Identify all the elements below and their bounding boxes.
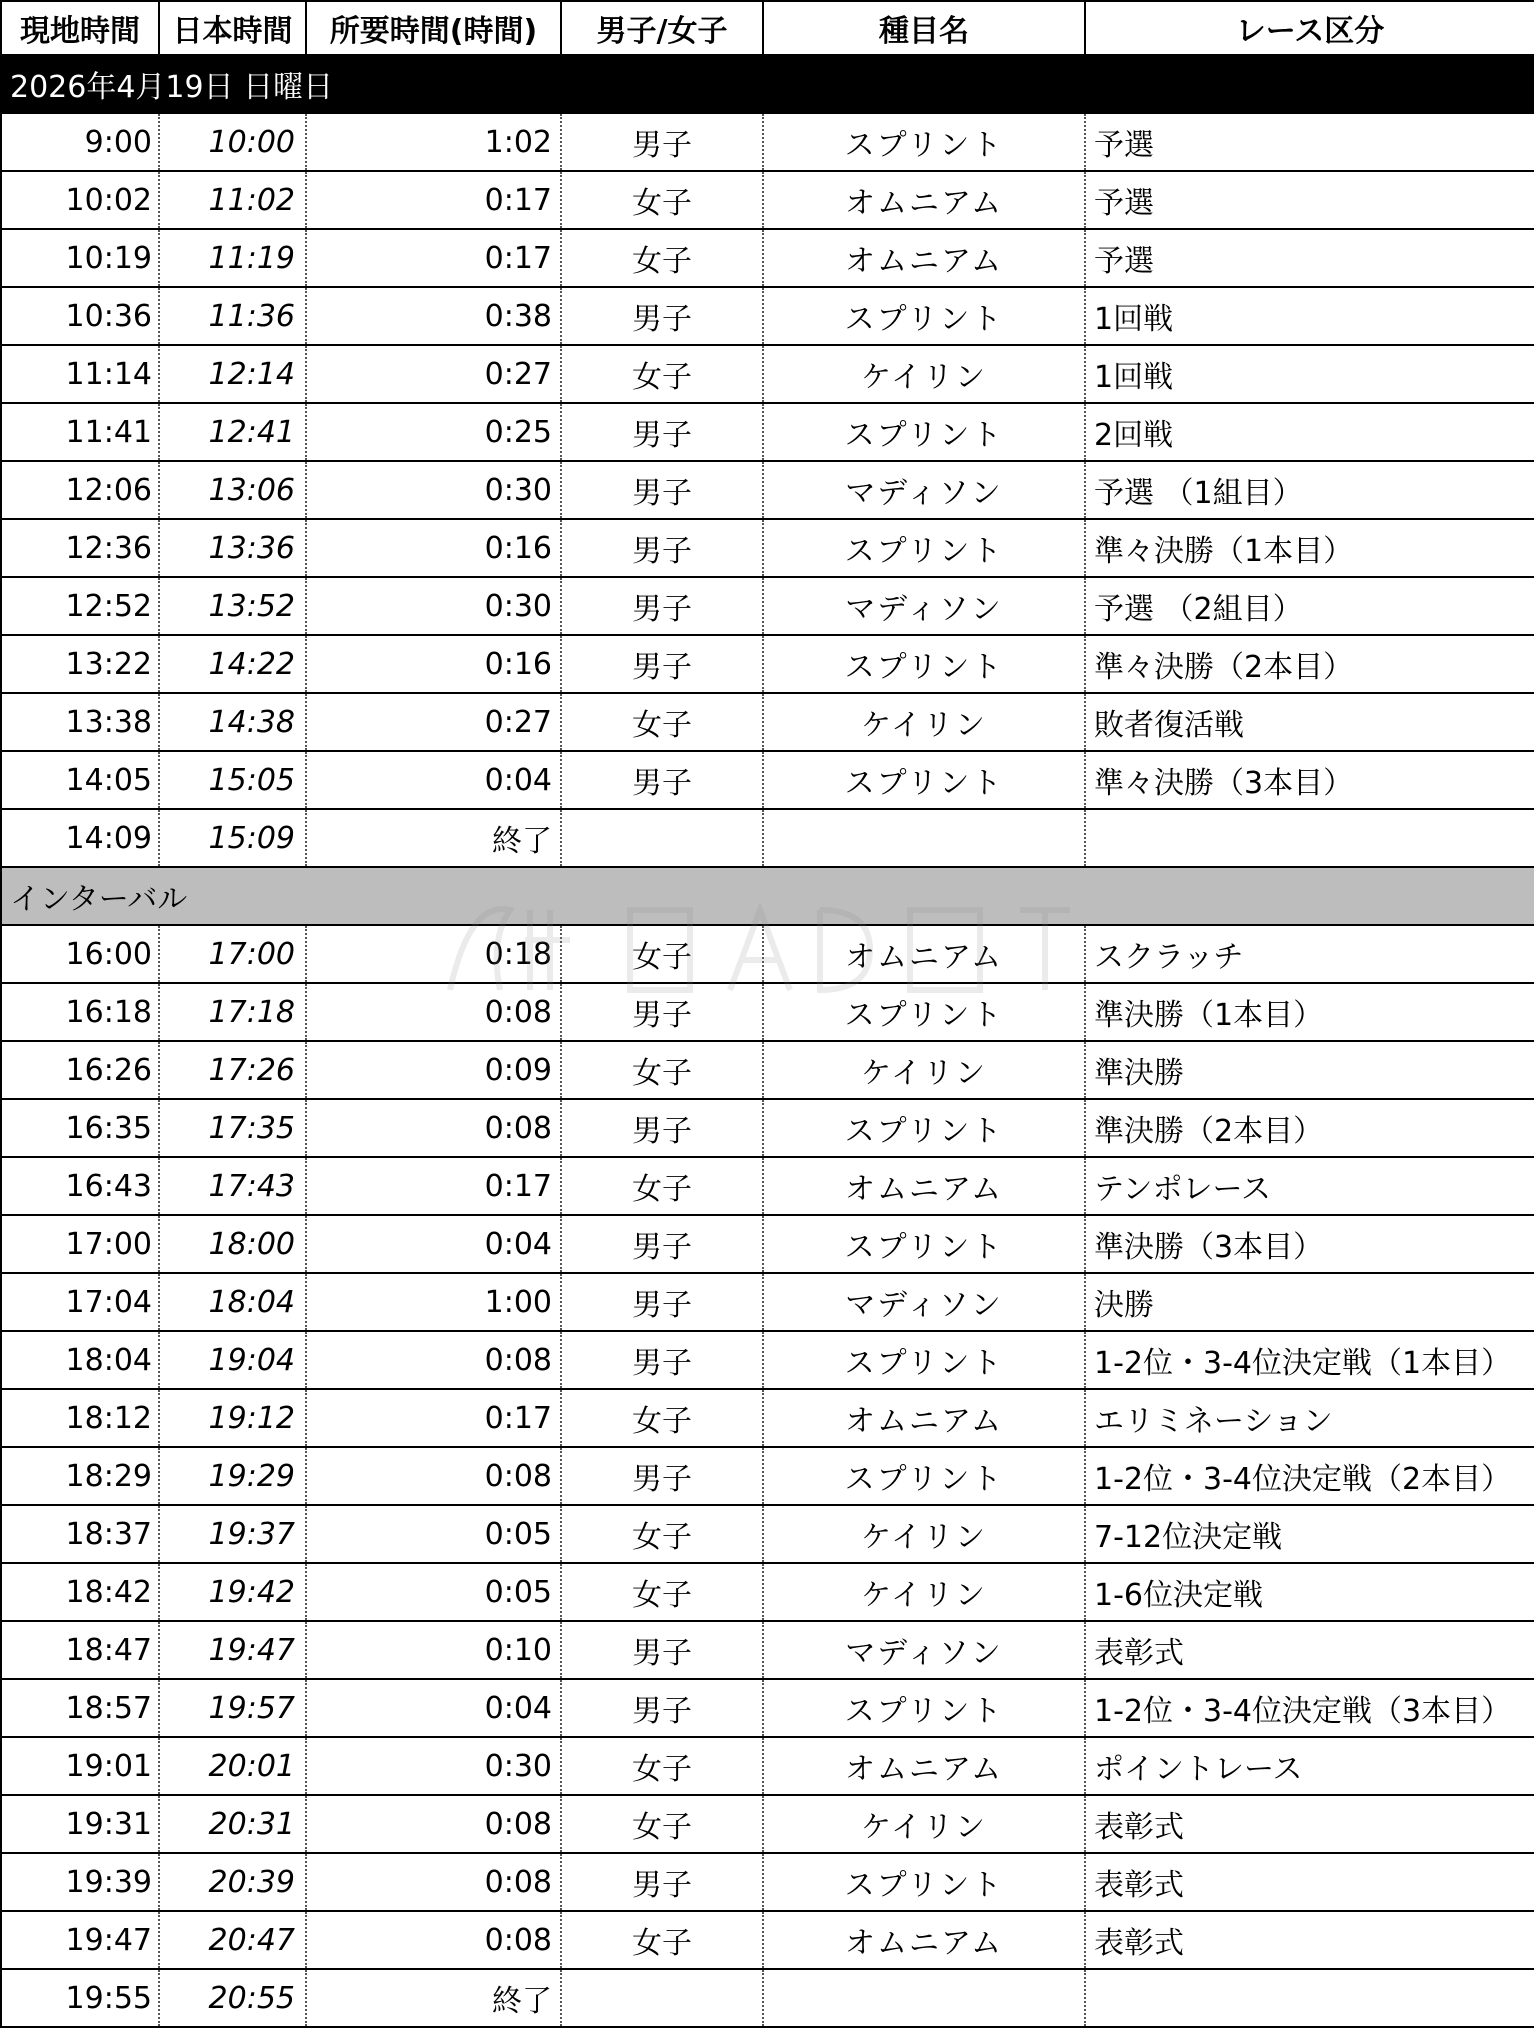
event-name-cell: スプリント [763,1215,1085,1273]
race-category-cell [1085,1969,1534,2027]
gender-cell: 男子 [561,577,763,635]
event-name-cell: オムニアム [763,1911,1085,1969]
event-name-cell: スプリント [763,635,1085,693]
event-name-cell [763,1969,1085,2027]
header-race-category: レース区分 [1085,1,1534,55]
interval-label: インターバル [1,867,1534,925]
race-category-cell: 準々決勝（3本目） [1085,751,1534,809]
event-name-cell: スプリント [763,1853,1085,1911]
duration-cell: 0:38 [306,287,561,345]
japan-time-cell: 13:52 [159,577,306,635]
race-category-cell: 予選 [1085,171,1534,229]
japan-time-cell: 17:43 [159,1157,306,1215]
gender-cell: 男子 [561,287,763,345]
race-category-cell: 予選 （2組目） [1085,577,1534,635]
header-gender: 男子/女子 [561,1,763,55]
local-time-cell: 18:29 [1,1447,159,1505]
japan-time-cell: 19:37 [159,1505,306,1563]
header-local-time: 現地時間 [1,1,159,55]
duration-cell: 0:17 [306,229,561,287]
schedule-row [1,519,1534,577]
race-category-cell: テンポレース [1085,1157,1534,1215]
schedule-row [1,1563,1534,1621]
gender-cell: 男子 [561,519,763,577]
race-category-cell: 準決勝（2本目） [1085,1099,1534,1157]
japan-time-cell: 12:14 [159,345,306,403]
local-time-cell: 17:04 [1,1273,159,1331]
event-name-cell: スプリント [763,113,1085,171]
local-time-cell: 11:14 [1,345,159,403]
header-row [1,1,1534,55]
local-time-cell: 11:41 [1,403,159,461]
race-category-cell: 1回戦 [1085,345,1534,403]
gender-cell [561,809,763,867]
gender-cell: 女子 [561,1041,763,1099]
gender-cell: 男子 [561,1273,763,1331]
gender-cell: 男子 [561,1215,763,1273]
gender-cell: 女子 [561,1389,763,1447]
event-name-cell: マディソン [763,1273,1085,1331]
interval-row [1,867,1534,925]
local-time-cell: 9:00 [1,113,159,171]
event-name-cell: スプリント [763,1099,1085,1157]
local-time-cell: 18:42 [1,1563,159,1621]
japan-time-cell: 17:26 [159,1041,306,1099]
local-time-cell: 17:00 [1,1215,159,1273]
schedule-row [1,1853,1534,1911]
local-time-cell: 12:06 [1,461,159,519]
race-category-cell: 決勝 [1085,1273,1534,1331]
header-event: 種目名 [763,1,1085,55]
japan-time-cell: 20:55 [159,1969,306,2027]
race-category-cell: エリミネーション [1085,1389,1534,1447]
japan-time-cell: 17:00 [159,925,306,983]
schedule-row [1,287,1534,345]
schedule-row [1,461,1534,519]
japan-time-cell: 17:35 [159,1099,306,1157]
gender-cell: 女子 [561,693,763,751]
duration-cell: 0:25 [306,403,561,461]
duration-cell: 0:08 [306,1331,561,1389]
event-name-cell: スプリント [763,1447,1085,1505]
gender-cell: 女子 [561,1911,763,1969]
gender-cell: 男子 [561,461,763,519]
schedule-row [1,1215,1534,1273]
duration-cell: 1:00 [306,1273,561,1331]
gender-cell [561,1969,763,2027]
race-category-cell [1085,809,1534,867]
gender-cell: 女子 [561,171,763,229]
duration-cell: 0:30 [306,1737,561,1795]
local-time-cell: 16:00 [1,925,159,983]
local-time-cell: 14:09 [1,809,159,867]
gender-cell: 女子 [561,229,763,287]
gender-cell: 男子 [561,113,763,171]
event-name-cell: オムニアム [763,1389,1085,1447]
race-category-cell: 準決勝（1本目） [1085,983,1534,1041]
local-time-cell: 18:12 [1,1389,159,1447]
gender-cell: 女子 [561,1157,763,1215]
japan-time-cell: 13:36 [159,519,306,577]
duration-cell: 0:16 [306,635,561,693]
schedule-row [1,1505,1534,1563]
race-category-cell: 7-12位決定戦 [1085,1505,1534,1563]
race-category-cell: 1-6位決定戦 [1085,1563,1534,1621]
japan-time-cell: 19:29 [159,1447,306,1505]
gender-cell: 女子 [561,1505,763,1563]
duration-cell: 0:08 [306,1795,561,1853]
japan-time-cell: 18:04 [159,1273,306,1331]
event-name-cell: オムニアム [763,1737,1085,1795]
schedule-row [1,1331,1534,1389]
japan-time-cell: 15:09 [159,809,306,867]
local-time-cell: 18:47 [1,1621,159,1679]
japan-time-cell: 20:31 [159,1795,306,1853]
event-name-cell: マディソン [763,1621,1085,1679]
gender-cell: 女子 [561,1795,763,1853]
japan-time-cell: 11:02 [159,171,306,229]
event-name-cell: オムニアム [763,1157,1085,1215]
event-name-cell: ケイリン [763,1041,1085,1099]
local-time-cell: 12:36 [1,519,159,577]
schedule-row [1,693,1534,751]
event-name-cell: スプリント [763,519,1085,577]
gender-cell: 男子 [561,1331,763,1389]
local-time-cell: 12:52 [1,577,159,635]
gender-cell: 男子 [561,1621,763,1679]
event-name-cell: マディソン [763,577,1085,635]
schedule-row [1,1273,1534,1331]
schedule-row [1,925,1534,983]
schedule-row [1,1041,1534,1099]
japan-time-cell: 14:38 [159,693,306,751]
japan-time-cell: 18:00 [159,1215,306,1273]
table-header [1,1,1534,55]
gender-cell: 男子 [561,1679,763,1737]
table-body [1,55,1534,2027]
race-category-cell: 予選 [1085,229,1534,287]
local-time-cell: 16:35 [1,1099,159,1157]
japan-time-cell: 19:42 [159,1563,306,1621]
duration-cell: 0:08 [306,983,561,1041]
race-category-cell: 予選 （1組目） [1085,461,1534,519]
japan-time-cell: 12:41 [159,403,306,461]
event-name-cell: ケイリン [763,1795,1085,1853]
event-name-cell: ケイリン [763,345,1085,403]
schedule-row [1,1447,1534,1505]
duration-cell: 0:27 [306,693,561,751]
local-time-cell: 16:43 [1,1157,159,1215]
duration-cell: 0:05 [306,1563,561,1621]
duration-cell: 0:16 [306,519,561,577]
local-time-cell: 10:02 [1,171,159,229]
local-time-cell: 19:39 [1,1853,159,1911]
race-category-cell: 予選 [1085,113,1534,171]
event-name-cell: スプリント [763,1331,1085,1389]
race-category-cell: 準決勝 [1085,1041,1534,1099]
local-time-cell: 18:04 [1,1331,159,1389]
gender-cell: 男子 [561,635,763,693]
gender-cell: 女子 [561,345,763,403]
schedule-row [1,113,1534,171]
gender-cell: 男子 [561,403,763,461]
gender-cell: 男子 [561,1447,763,1505]
date-row [1,55,1534,113]
schedule-row [1,171,1534,229]
gender-cell: 男子 [561,983,763,1041]
race-category-cell: 1回戦 [1085,287,1534,345]
duration-cell: 0:09 [306,1041,561,1099]
schedule-row [1,229,1534,287]
local-time-cell: 19:55 [1,1969,159,2027]
local-time-cell: 18:57 [1,1679,159,1737]
schedule-row [1,635,1534,693]
duration-cell: 0:08 [306,1911,561,1969]
duration-cell: 0:27 [306,345,561,403]
race-category-cell: 準々決勝（1本目） [1085,519,1534,577]
event-name-cell: スプリント [763,287,1085,345]
gender-cell: 女子 [561,925,763,983]
race-category-cell: 準々決勝（2本目） [1085,635,1534,693]
event-name-cell: スプリント [763,751,1085,809]
duration-cell: 終了 [306,809,561,867]
duration-cell: 0:08 [306,1099,561,1157]
japan-time-cell: 20:39 [159,1853,306,1911]
japan-time-cell: 15:05 [159,751,306,809]
schedule-row [1,1389,1534,1447]
duration-cell: 0:17 [306,171,561,229]
schedule-row [1,345,1534,403]
race-category-cell: 表彰式 [1085,1795,1534,1853]
local-time-cell: 19:31 [1,1795,159,1853]
gender-cell: 女子 [561,1737,763,1795]
schedule-row [1,577,1534,635]
japan-time-cell: 19:12 [159,1389,306,1447]
japan-time-cell: 10:00 [159,113,306,171]
event-name-cell: ケイリン [763,693,1085,751]
date-label: 2026年4月19日 日曜日 [1,55,1534,113]
japan-time-cell: 20:47 [159,1911,306,1969]
event-name-cell: マディソン [763,461,1085,519]
japan-time-cell: 11:19 [159,229,306,287]
race-category-cell: 準決勝（3本目） [1085,1215,1534,1273]
duration-cell: 0:08 [306,1853,561,1911]
duration-cell: 0:05 [306,1505,561,1563]
race-category-cell: 1-2位・3-4位決定戦（2本目） [1085,1447,1534,1505]
schedule-row [1,1157,1534,1215]
event-name-cell [763,809,1085,867]
schedule-row [1,1795,1534,1853]
duration-cell: 0:08 [306,1447,561,1505]
duration-cell: 0:17 [306,1157,561,1215]
local-time-cell: 16:18 [1,983,159,1041]
race-category-cell: 表彰式 [1085,1621,1534,1679]
schedule-row [1,1099,1534,1157]
event-name-cell: スプリント [763,983,1085,1041]
gender-cell: 男子 [561,751,763,809]
schedule-row [1,1737,1534,1795]
duration-cell: 1:02 [306,113,561,171]
local-time-cell: 13:38 [1,693,159,751]
race-category-cell: 1-2位・3-4位決定戦（3本目） [1085,1679,1534,1737]
local-time-cell: 19:47 [1,1911,159,1969]
duration-cell: 0:10 [306,1621,561,1679]
local-time-cell: 13:22 [1,635,159,693]
duration-cell: 終了 [306,1969,561,2027]
local-time-cell: 19:01 [1,1737,159,1795]
gender-cell: 男子 [561,1853,763,1911]
local-time-cell: 10:19 [1,229,159,287]
header-duration: 所要時間(時間) [306,1,561,55]
schedule-row [1,1621,1534,1679]
duration-cell: 0:30 [306,461,561,519]
event-name-cell: オムニアム [763,229,1085,287]
schedule-row [1,983,1534,1041]
schedule-row [1,403,1534,461]
japan-time-cell: 19:57 [159,1679,306,1737]
event-name-cell: オムニアム [763,925,1085,983]
race-category-cell: 表彰式 [1085,1911,1534,1969]
race-category-cell: 1-2位・3-4位決定戦（1本目） [1085,1331,1534,1389]
schedule-row [1,1679,1534,1737]
duration-cell: 0:18 [306,925,561,983]
event-name-cell: スプリント [763,1679,1085,1737]
local-time-cell: 18:37 [1,1505,159,1563]
japan-time-cell: 11:36 [159,287,306,345]
local-time-cell: 10:36 [1,287,159,345]
local-time-cell: 14:05 [1,751,159,809]
schedule-row [1,1911,1534,1969]
gender-cell: 女子 [561,1563,763,1621]
duration-cell: 0:30 [306,577,561,635]
race-category-cell: スクラッチ [1085,925,1534,983]
duration-cell: 0:04 [306,1679,561,1737]
race-category-cell: 敗者復活戦 [1085,693,1534,751]
duration-cell: 0:17 [306,1389,561,1447]
event-name-cell: ケイリン [763,1505,1085,1563]
japan-time-cell: 20:01 [159,1737,306,1795]
duration-cell: 0:04 [306,751,561,809]
event-name-cell: ケイリン [763,1563,1085,1621]
japan-time-cell: 14:22 [159,635,306,693]
gender-cell: 男子 [561,1099,763,1157]
local-time-cell: 16:26 [1,1041,159,1099]
schedule-row [1,751,1534,809]
header-japan-time: 日本時間 [159,1,306,55]
japan-time-cell: 19:47 [159,1621,306,1679]
japan-time-cell: 13:06 [159,461,306,519]
race-category-cell: 2回戦 [1085,403,1534,461]
race-category-cell: 表彰式 [1085,1853,1534,1911]
schedule-row [1,1969,1534,2027]
race-category-cell: ポイントレース [1085,1737,1534,1795]
duration-cell: 0:04 [306,1215,561,1273]
japan-time-cell: 17:18 [159,983,306,1041]
event-name-cell: スプリント [763,403,1085,461]
event-name-cell: オムニアム [763,171,1085,229]
japan-time-cell: 19:04 [159,1331,306,1389]
schedule-row [1,809,1534,867]
